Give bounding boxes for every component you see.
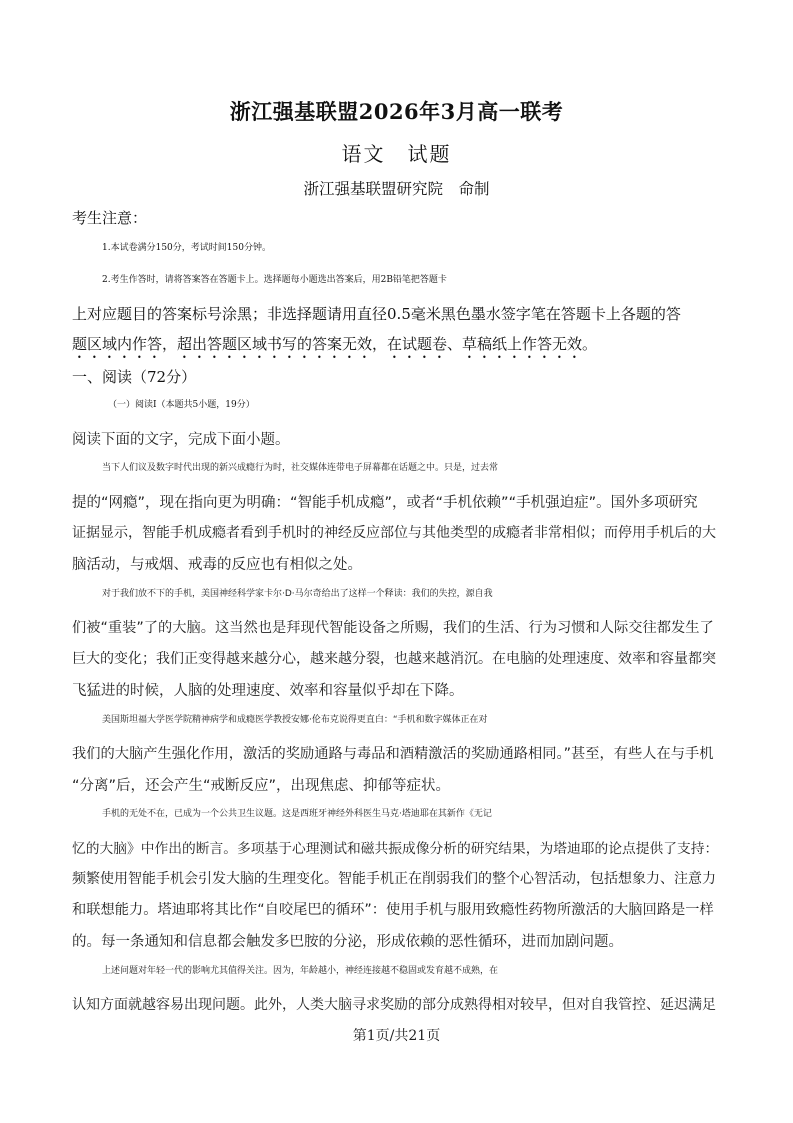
notice-item-2-line-1: 2.考生作答时，请将答案答在答题卡上。选择题每小题选出答案后，用2B铅笔把答题卡	[102, 275, 447, 285]
notice-item-1: 1.本试卷满分150分，考试时间150分钟。	[102, 243, 271, 253]
passage-line: 巨大的变化；我们正变得越来越分心，越来越分裂，也越来越消沉。在电脑的处理速度、效率和容量都突	[72, 651, 716, 667]
instruction-text: 阅读下面的文字，完成下面小题。	[72, 432, 290, 448]
passage-line: 提的“网瘾”，现在指向更为明确：“智能手机成瘾”，或者“手机依赖”“手机强迫症”。国外多项研究	[72, 495, 698, 511]
notice-heading: 考生注意：	[72, 209, 148, 227]
notice-item-2-line-2: 上对应题目的答案标号涂黑；非选择题请用直径0.5毫米黑色墨水签字笔在答题卡上各题的答	[72, 305, 681, 323]
passage-line: 脑活动，与戒烟、戒毒的反应也有相似之处。	[72, 557, 362, 573]
passage-line: 上述问题对年轻一代的影响尤其值得关注。因为，年龄越小，神经连接越不稳固或发育越不成熟，在	[102, 966, 499, 976]
passage-line: 我们的大脑产生强化作用，激活的奖励通路与毒品和酒精激活的奖励通路相同。”甚至，有些人在与手机	[72, 746, 714, 762]
passage-line: 美国斯坦福大学医学院精神病学和成瘾医学教授安娜·伦布克说得更直白：“手机和数字媒体正在对	[102, 715, 488, 725]
passage-line: “分离”后，还会产生“戒断反应”，出现焦虑、抑郁等症状。	[72, 778, 451, 794]
passage-line: 和联想能力。塔迪耶将其比作“自咬尾巴的循环”：使用手机与服用致瘾性药物所激活的大脑回路是一样	[72, 902, 714, 918]
notice-item-2-line-3: 题区域内作答，超出答题区域书写的答案无效，在试题卷、草稿纸上作答无效。	[72, 335, 598, 353]
passage-line: 的。每一条通知和信息都会触发多巴胺的分泌，形成依赖的恶性循环，进而加剧问题。	[72, 934, 623, 950]
section-heading: 一、阅读（72分）	[72, 368, 197, 386]
passage-line: 证据显示，智能手机成瘾者看到手机时的神经反应部位与其他类型的成瘾者非常相似；而停用手机后的大	[72, 525, 716, 541]
passage-line: 们被“重装”了的大脑。这当然也是拜现代智能设备之所赐，我们的生活、行为习惯和人际交往都发生了	[72, 620, 714, 636]
passage-line: 当下人们议及数字时代出现的新兴成瘾行为时，社交媒体连带电子屏幕都在话题之中。只是，过去常	[102, 463, 499, 473]
passage-line: 对于我们放不下的手机，美国神经科学家卡尔·D·马尔奇给出了这样一个释读：我们的失控，源自我	[102, 589, 493, 599]
passage-line: 手机的无处不在，已成为一个公共卫生议题。这是西班牙神经外科医生马克·塔迪耶在其新作《无记	[102, 809, 492, 819]
passage-line: 飞猛进的时候，人脑的处理速度、效率和容量似乎却在下降。	[72, 683, 464, 699]
author-line: 浙江强基联盟研究院 命制	[303, 180, 490, 198]
page-number: 第1页/共21页	[352, 1028, 441, 1044]
passage-line: 认知方面就越容易出现问题。此外，人类大脑寻求奖励的部分成熟得相对较早，但对自我管控、延迟满足	[72, 997, 716, 1013]
subject-title: 语文 试题	[341, 142, 452, 166]
subsection-heading: （一）阅读Ⅰ（本题共5小题，19分）	[108, 400, 255, 410]
passage-line: 忆的大脑》中作出的断言。多项基于心理测试和磁共振成像分析的研究结果，为塔迪耶的论点提供了支持：	[72, 841, 719, 857]
passage-line: 频繁使用智能手机会引发大脑的生理变化。智能手机正在削弱我们的整个心智活动，包括想象力、注意力	[72, 871, 716, 887]
exam-title: 浙江强基联盟2026年3月高一联考	[229, 99, 564, 124]
